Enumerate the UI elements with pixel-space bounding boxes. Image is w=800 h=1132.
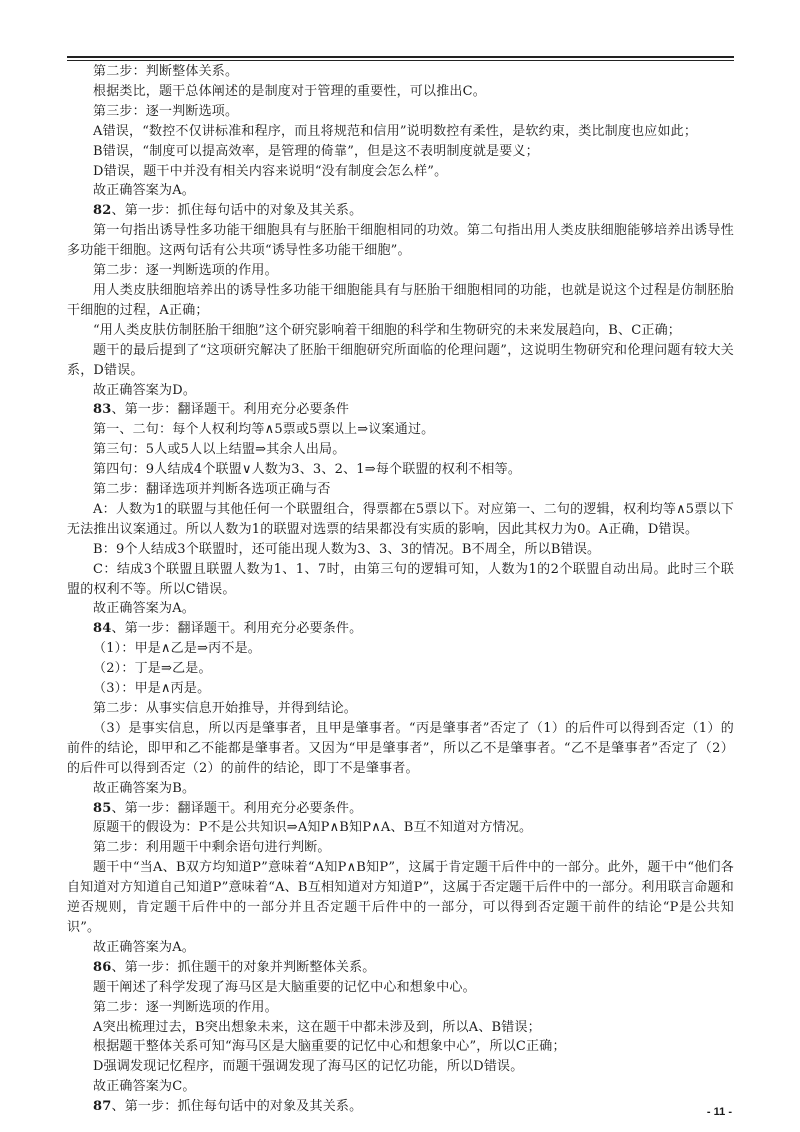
question-heading [67, 1097, 734, 1117]
paragraph: “用人类皮肤仿制胚胎干细胞”这个研究影响着干细胞的科学和生物研究的未来发展趋向，B、C正确； [93, 322, 681, 338]
paragraph: C：结成3个联盟且联盟人数为1、1、7时，由第三句的逻辑可知，人数为1的2个联盟自动出局。此时三个联盟的权利不等。所以C错误。 [67, 561, 734, 597]
paragraph: 根据题干整体关系可知“海马区是大脑重要的记忆中心和想象中心”，所以C正确； [93, 1039, 566, 1055]
question-step-text: 、第一步：抓住题干的对象并判断整体关系。 [111, 959, 376, 975]
paragraph: （1）：甲是∧乙是⇒丙不是。 [93, 641, 261, 657]
paragraph: 用人类皮肤细胞培养出的诱导性多功能干细胞能具有与胚胎干细胞相同的功能，也就是说这个过程是仿制胚胎干细胞的过程，A正确； [67, 282, 734, 318]
question-step-text: 、第一步：翻译题干。利用充分必要条件 [111, 402, 350, 418]
question-heading [67, 400, 734, 420]
paragraph: 题干的最后提到了“这项研究解决了胚胎干细胞研究所面临的伦理问题”，这说明生物研究和伦理问题有较大关系，D错误。 [67, 342, 734, 378]
paragraph: A错误，“数控不仅讲标准和程序，而且将规范和信用”说明数控有柔性，是软约束，类比制度也应如此； [93, 123, 698, 139]
header-rule-thin [67, 60, 734, 61]
question-number: 86 [93, 959, 112, 975]
paragraph: 故正确答案为B。 [93, 780, 196, 796]
paragraph: 故正确答案为A。 [93, 183, 195, 199]
question-step-text: 、第一步：翻译题干。利用充分必要条件。 [111, 621, 363, 637]
paragraph: 原题干的假设为：P不是公共知识⇒A知P∧B知P∧A、B互不知道对方情况。 [93, 820, 533, 836]
answer-explanations [67, 62, 734, 1117]
paragraph: 第二步：翻译选项并判断各选项正确与否 [93, 482, 331, 498]
paragraph: 第二步：逐一判断选项的作用。 [93, 999, 278, 1015]
paragraph: A突出梳理过去，B突出想象未来，这在题干中都未涉及到，所以A、B错误； [93, 1019, 541, 1035]
paragraph: （3）：甲是∧丙是。 [93, 681, 211, 697]
question-number: 85 [93, 800, 112, 816]
paragraph: 第二步：利用题干中剩余语句进行判断。 [93, 840, 331, 856]
header-rule-thick [67, 56, 734, 58]
paragraph: 题干阐述了科学发现了海马区是大脑重要的记忆中心和想象中心。 [93, 979, 476, 995]
paragraph: 第三步：逐一判断选项。 [93, 103, 239, 119]
paragraph: 故正确答案为A。 [93, 601, 195, 617]
paragraph: B错误，“制度可以提高效率，是管理的倚靠”，但是这不表明制度就是要义； [93, 143, 539, 159]
paragraph: （2）：丁是⇒乙是。 [93, 661, 212, 677]
paragraph: 第一句指出诱导性多功能干细胞具有与胚胎干细胞相同的功效。第二句指出用人类皮肤细胞能够培养出诱导性多功能干细胞。这两句话有公共项“诱导性多功能干细胞”。 [67, 223, 734, 259]
question-number: 87 [93, 1099, 112, 1115]
paragraph: 故正确答案为A。 [93, 939, 195, 955]
paragraph: 第四句：9人结成4个联盟∨人数为3、3、2、1⇒每个联盟的权利不相等。 [93, 462, 522, 478]
paragraph: 题干中“当A、B双方均知道P”意味着“A知P∧B知P”，这属于肯定题干后件中的一部分。此外，题干中“他们各自知道对方知道自己知道P”意味着“A、B互相知道对方知道P”，这属于否定题干后件中的一部分。利用联言命题和逆否规则，肯定题干后件中的一部分并且否定题干后件中的一部分，可以得到否定题干前件的结论“P是公共知识”。 [67, 860, 734, 935]
question-heading [67, 201, 734, 221]
paragraph: A：人数为1的联盟与其他任何一个联盟组合，得票都在5票以下。对应第一、二句的逻辑，权利均等∧5票以下无法推出议案通过。所以人数为1的联盟对选票的结果都没有实质的影响，因此其权力为0。A正确，D错误。 [67, 501, 734, 537]
paragraph: 第二步：判断整体关系。 [93, 64, 239, 79]
paragraph: 第一、二句：每个人权利均等∧5票或5票以上⇒议案通过。 [93, 422, 435, 438]
paragraph: 第二步：从事实信息开始推导，并得到结论。 [93, 701, 358, 716]
paragraph: B：9个人结成3个联盟时，还可能出现人数为3、3、3的情况。B不周全，所以B错误。 [93, 541, 601, 557]
question-heading [67, 799, 734, 819]
question-step-text: 、第一步：翻译题干。利用充分必要条件。 [111, 800, 363, 816]
question-number: 84 [93, 621, 112, 637]
page-number: - 11 - [706, 1106, 732, 1118]
paragraph: 故正确答案为C。 [93, 1079, 196, 1095]
paragraph: D错误，题干中并没有相关内容来说明“没有制度会怎么样”。 [93, 163, 448, 179]
paragraph: （3）是事实信息，所以丙是肇事者，且甲是肇事者。“丙是肇事者”否定了（1）的后件可以得到否定（1）的前件的结论，即甲和乙不能都是肇事者。又因为“甲是肇事者”，所以乙不是肇事者。“乙不是肇事者”否定了（2）的后件可以得到否定（2）的前件的结论，即丁不是肇事者。 [67, 720, 734, 776]
paragraph: D强调发现记忆程序，而题干强调发现了海马区的记忆功能，所以D错误。 [93, 1059, 524, 1075]
paragraph: 根据类比，题干总体阐述的是制度对于管理的重要性，可以推出C。 [93, 83, 486, 99]
question-heading [67, 619, 734, 639]
question-number: 82 [93, 203, 112, 219]
question-step-text: 、第一步：抓住每句话中的对象及其关系。 [111, 203, 363, 219]
paragraph: 第二步：逐一判断选项的作用。 [93, 263, 278, 279]
paragraph: 故正确答案为D。 [93, 382, 197, 398]
question-number: 83 [93, 402, 112, 418]
question-step-text: 、第一步：抓住每句话中的对象及其关系。 [111, 1099, 363, 1115]
paragraph: 第三句：5人或5人以上结盟⇒其余人出局。 [93, 442, 346, 458]
question-heading [67, 958, 734, 978]
